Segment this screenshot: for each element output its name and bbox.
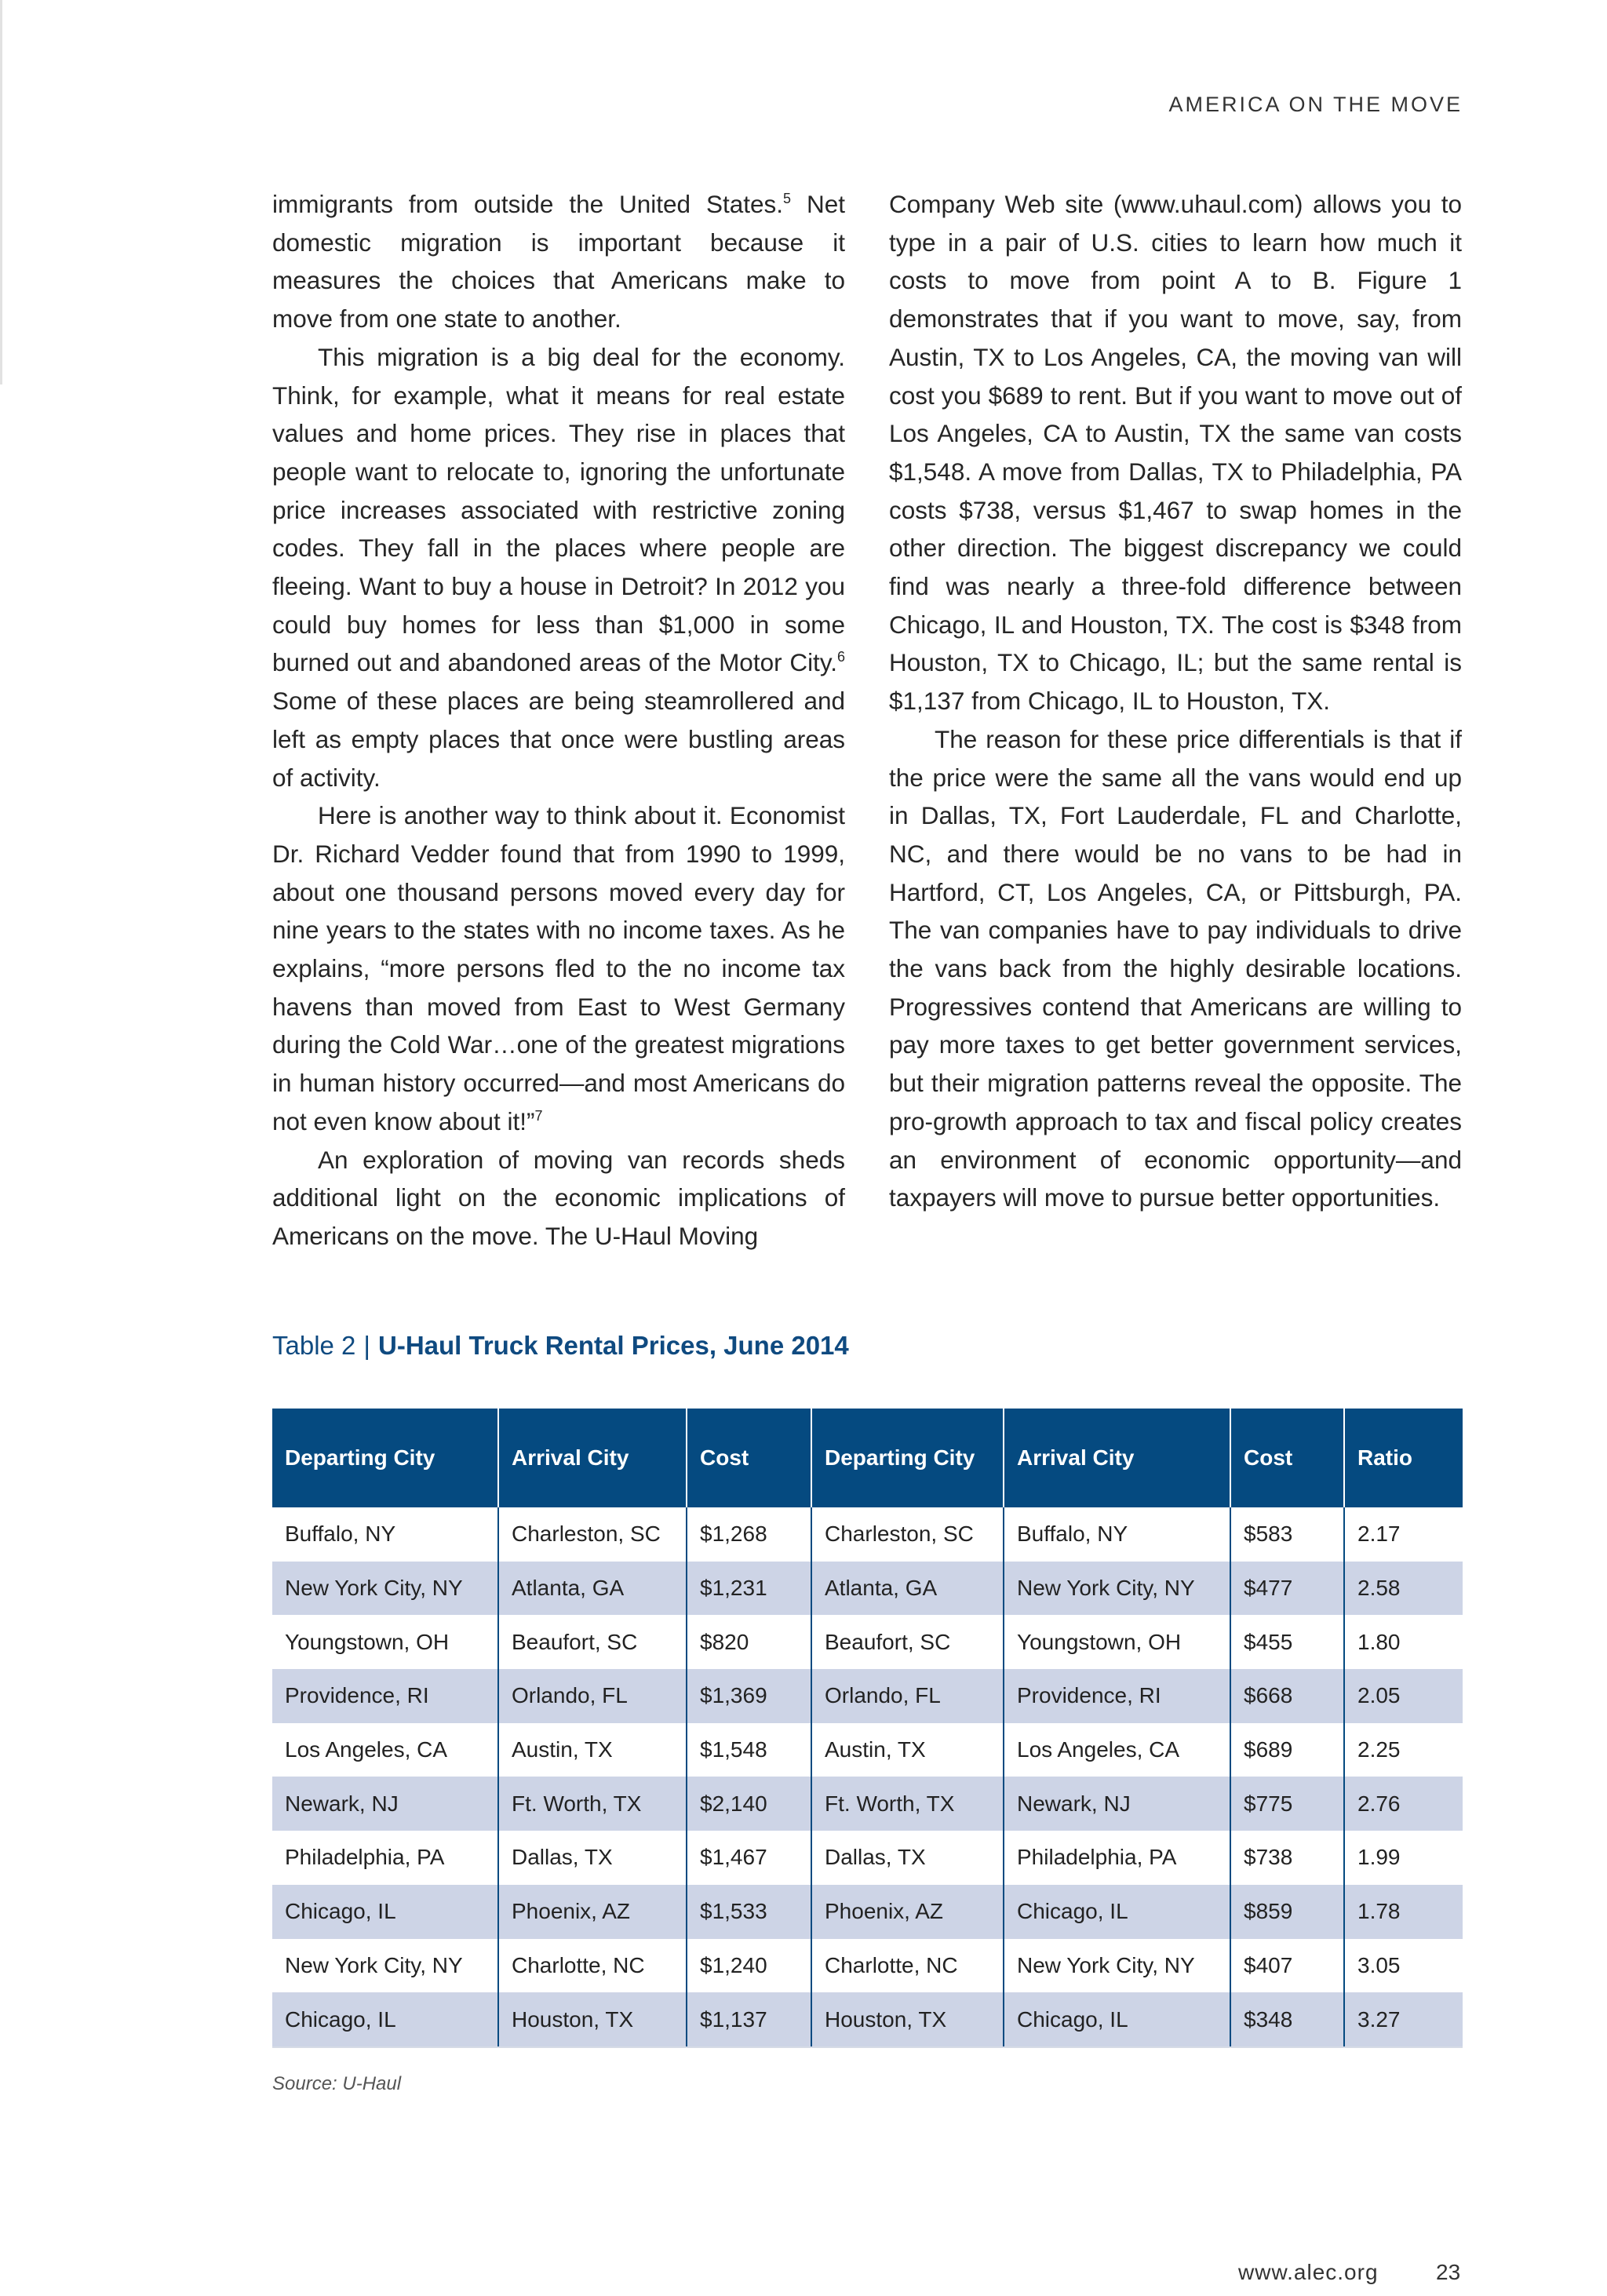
running-header: AMERICA ON THE MOVE <box>1168 93 1463 116</box>
page-edge-rule <box>0 0 2 384</box>
page-number: 23 <box>1436 2260 1461 2284</box>
table-cell: $455 <box>1230 1615 1344 1669</box>
column-header: Cost <box>687 1409 811 1507</box>
table-cell: Philadelphia, PA <box>285 1845 445 1870</box>
table-cell: Chicago, IL <box>272 1992 498 2047</box>
paragraph-text: Here is another way to think about it. Economist Dr. Richard Vedder found that from 1990 to 1999, about one thousand persons moved every day for nine years to the states with no income taxes. As he explains, “more persons fled to the no income tax havens than moved from East to West Germany during the Cold War…one of the greatest migrations in human history occurred—and most Americans do not even know about it!” <box>272 801 845 1135</box>
table-row <box>272 1777 1463 1831</box>
column-header: Departing City <box>272 1409 498 1507</box>
table-caption-separator: | <box>363 1331 370 1360</box>
table-cell: 2.76 <box>1344 1777 1463 1831</box>
table-cell: $859 <box>1230 1885 1344 1939</box>
column-header: Arrival City <box>1004 1409 1230 1507</box>
table-cell: Chicago, IL <box>1004 1992 1230 2047</box>
table-cell: Orlando, FL <box>498 1669 687 1723</box>
table-cell: $668 <box>1230 1669 1344 1723</box>
table-cell: Dallas, TX <box>811 1831 1004 1885</box>
table-cell: $1,240 <box>687 1939 811 1993</box>
table-cell: Youngstown, OH <box>285 1629 450 1654</box>
table-cell: Charlotte, NC <box>811 1939 1004 1993</box>
table-cell: 3.05 <box>1344 1939 1463 1993</box>
table-cell: Atlanta, GA <box>811 1562 1004 1616</box>
table-cell: Phoenix, AZ <box>498 1885 687 1939</box>
paragraph: Company Web site (www.uhaul.com) allows you to type in a pair of U.S. cities to learn how much it costs to move from point A to B. Figure 1 demonstrates that if you want to move, say, from Austin, TX to Los Angeles, CA, the moving van will cost you $689 to rent. But if you want to move out of Los Angeles, CA to Austin, TX the same van costs $1,548. A move from Dallas, TX to Philadelphia, PA costs $738, versus $1,467 to swap homes in the other direction. The biggest discrepancy we could find was nearly a three-fold difference between Chicago, IL and Houston, TX. The cost is $348 from Houston, TX to Chicago, IL; but the same rental is $1,137 from Chicago, IL to Houston, TX. <box>889 190 1462 716</box>
table-row <box>272 1831 1463 1885</box>
table-cell: $1,369 <box>687 1669 811 1723</box>
column-header: Ratio <box>1344 1409 1463 1507</box>
table-cell: Atlanta, GA <box>498 1562 687 1616</box>
paragraph <box>272 796 845 1140</box>
table-cell: Dallas, TX <box>498 1831 687 1885</box>
table-row <box>272 1669 1463 1723</box>
paragraph-text: This migration is a big deal for the economy. Think, for example, what it means for real estate values and home prices. They rise in places that people want to relocate to, ignoring the unfortunate price increases associated with restrictive zoning codes. They fall in the places where people are fleeing. Want to buy a house in Detroit? In 2012 you could buy homes for less than $1,000 in some burned out and abandoned areas of the Motor City. <box>272 342 845 677</box>
table-cell: $1,533 <box>687 1885 811 1939</box>
table-cell: New York City, NY <box>1004 1939 1230 1993</box>
table-cell: Houston, TX <box>811 1992 1004 2047</box>
table-cell: Providence, RI <box>1004 1669 1230 1723</box>
paragraph <box>272 185 845 338</box>
column-header: Cost <box>1230 1409 1344 1507</box>
table-label: Table 2 <box>272 1331 356 1360</box>
table-cell: Austin, TX <box>498 1723 687 1777</box>
table-cell: 3.27 <box>1344 1992 1463 2047</box>
table-cell: $407 <box>1230 1939 1344 1993</box>
table-cell: 1.99 <box>1344 1831 1463 1885</box>
rental-prices-table <box>272 1409 1463 2048</box>
table-cell: Newark, NJ <box>1004 1777 1230 1831</box>
paragraph-text: Some of these places are being steamrollered and left as empty places that once were bustling areas of activity. <box>272 687 845 792</box>
table-cell: Providence, RI <box>272 1669 498 1723</box>
table-cell: New York City, NY <box>272 1562 498 1616</box>
paragraph <box>272 338 845 796</box>
table-cell: Ft. Worth, TX <box>498 1777 687 1831</box>
table-cell: Philadelphia, PA <box>1004 1831 1230 1885</box>
paragraph: The reason for these price differentials is that if the price were the same all the vans would end up in Dallas, TX, Fort Lauderdale, FL and Charlotte, NC, and there would be no vans to be had in Hartford, CT, Los Angeles, CA, or Pittsburgh, PA. The van companies have to pay individuals to drive the vans back from the highly desirable locations. Progressives contend that Americans are willing to pay more taxes to get better government services, but their migration patterns reveal the opposite. The pro-growth approach to tax and fiscal policy creates an environment of economic opportunity—and taxpayers will move to pursue better opportunities. <box>889 724 1462 1212</box>
table-cell: Buffalo, NY <box>285 1522 396 1547</box>
body-column-left <box>272 185 845 1256</box>
body-column-right <box>889 185 1462 1217</box>
table-row <box>272 1723 1463 1777</box>
table-cell: Charleston, SC <box>498 1507 687 1562</box>
table-row <box>272 1939 1463 1993</box>
column-header: Arrival City <box>498 1409 687 1507</box>
paragraph-text: immigrants from outside the United States. <box>272 190 784 218</box>
table-cell: Youngstown, OH <box>1004 1615 1230 1669</box>
table-cell: $775 <box>1230 1777 1344 1831</box>
table-cell: $820 <box>687 1615 811 1669</box>
table-row <box>272 1885 1463 1939</box>
table-cell: $1,467 <box>687 1831 811 1885</box>
table-cell: 2.05 <box>1344 1669 1463 1723</box>
table-cell: Buffalo, NY <box>1004 1507 1230 1562</box>
table-cell: $689 <box>1230 1723 1344 1777</box>
table-cell: $348 <box>1230 1992 1344 2047</box>
table-cell: 2.25 <box>1344 1723 1463 1777</box>
table-cell: $1,137 <box>687 1992 811 2047</box>
table-cell: Beaufort, SC <box>498 1615 687 1669</box>
column-header: Departing City <box>811 1409 1004 1507</box>
table-cell: Charlotte, NC <box>498 1939 687 1993</box>
table-caption <box>272 1331 849 1361</box>
table-cell: Phoenix, AZ <box>811 1885 1004 1939</box>
table-cell: $583 <box>1230 1507 1344 1562</box>
table-cell: $738 <box>1230 1831 1344 1885</box>
table-cell: Beaufort, SC <box>811 1615 1004 1669</box>
footnote-ref[interactable]: 6 <box>836 649 845 665</box>
table-cell: Ft. Worth, TX <box>811 1777 1004 1831</box>
table-cell: Charleston, SC <box>811 1507 1004 1562</box>
table-row <box>272 1562 1463 1616</box>
table-cell: New York City, NY <box>285 1952 463 1977</box>
table-cell: $1,231 <box>687 1562 811 1616</box>
table-cell: Houston, TX <box>498 1992 687 2047</box>
paragraph: An exploration of moving van records sheds additional light on the economic implications of Americans on the move. The U-Haul Moving <box>272 1145 845 1250</box>
table-cell: $1,268 <box>687 1507 811 1562</box>
table-cell: Orlando, FL <box>811 1669 1004 1723</box>
footnote-ref[interactable]: 7 <box>534 1107 543 1124</box>
footnote-ref[interactable]: 5 <box>783 191 792 206</box>
table-row <box>272 1507 1463 1562</box>
table-row <box>272 1615 1463 1669</box>
table-cell: $1,548 <box>687 1723 811 1777</box>
table-header-row <box>272 1409 1463 1507</box>
table-cell: Chicago, IL <box>272 1885 498 1939</box>
table-cell: 1.80 <box>1344 1615 1463 1669</box>
table-title: U-Haul Truck Rental Prices, June 2014 <box>378 1331 849 1360</box>
table-cell: $2,140 <box>687 1777 811 1831</box>
table-cell: Newark, NJ <box>272 1777 498 1831</box>
paragraph-text: Net domestic migration is important because it measures the choices that Americans make to move from one state to another. <box>272 190 845 333</box>
table-cell: $477 <box>1230 1562 1344 1616</box>
footer-url-link[interactable]: www.alec.org <box>1238 2260 1379 2284</box>
table-cell: New York City, NY <box>1004 1562 1230 1616</box>
table-cell: Chicago, IL <box>1004 1885 1230 1939</box>
table-source-note: Source: U-Haul <box>272 2073 402 2094</box>
table-cell: Los Angeles, CA <box>1004 1723 1230 1777</box>
table-cell: 2.17 <box>1344 1507 1463 1562</box>
table-cell: 1.78 <box>1344 1885 1463 1939</box>
table-cell: 2.58 <box>1344 1562 1463 1616</box>
table-cell: Austin, TX <box>811 1723 1004 1777</box>
table-row <box>272 1992 1463 2047</box>
table-cell: Los Angeles, CA <box>285 1737 448 1762</box>
